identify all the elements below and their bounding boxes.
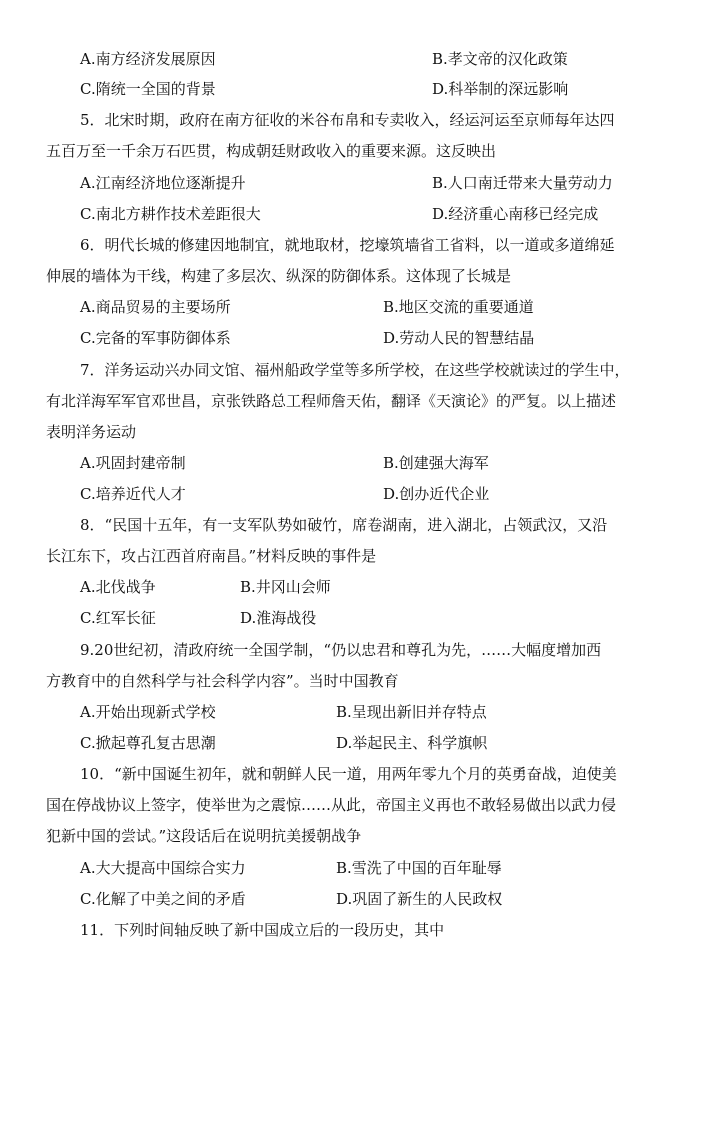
q8-stem-line-1: 8．“民国十五年，有一支军队势如破竹，席卷湖南，进入湖北，占领武汉，又沿 xyxy=(80,516,608,534)
q4-option-d: D.科举制的深远影响 xyxy=(432,80,569,98)
q5-option-b: B.人口南迁带来大量劳动力 xyxy=(432,174,613,192)
q4-option-a: A.南方经济发展原因 xyxy=(80,50,216,68)
q6-option-c: C.完备的军事防御体系 xyxy=(80,329,231,347)
q8-option-a: A.北伐战争 xyxy=(80,578,156,596)
q5-option-d: D.经济重心南移已经完成 xyxy=(432,205,599,223)
q6-stem-line-2: 伸展的墙体为干线，构建了多层次、纵深的防御体系。这体现了长城是 xyxy=(46,267,512,285)
q7-stem-line-1: 7．洋务运动兴办同文馆、福州船政学堂等多所学校，在这些学校就读过的学生中， xyxy=(80,361,630,379)
q8-stem-line-2: 长江东下，攻占江西首府南昌。”材料反映的事件是 xyxy=(46,547,377,565)
q5-option-c: C.南北方耕作技术差距很大 xyxy=(80,205,261,223)
q8-option-d: D.淮海战役 xyxy=(240,609,317,627)
q7-option-a: A.巩固封建帝制 xyxy=(80,454,186,472)
q7-option-d: D.创办近代企业 xyxy=(383,485,490,503)
q10-stem-line-3: 犯新中国的尝试。”这段话后在说明抗美援朝战争 xyxy=(46,827,362,845)
q10-option-d: D.巩固了新生的人民政权 xyxy=(336,890,503,908)
q6-option-b: B.地区交流的重要通道 xyxy=(383,298,534,316)
q9-option-b: B.呈现出新旧并存特点 xyxy=(336,703,487,721)
q7-stem-line-3: 表明洋务运动 xyxy=(46,423,137,441)
q6-option-a: A.商品贸易的主要场所 xyxy=(80,298,231,316)
q10-option-b: B.雪洗了中国的百年耻辱 xyxy=(336,859,502,877)
q9-option-c: C.掀起尊孔复古思潮 xyxy=(80,734,216,752)
q8-option-c: C.红军长征 xyxy=(80,609,156,627)
q7-option-b: B.创建强大海军 xyxy=(383,454,489,472)
q9-option-a: A.开始出现新式学校 xyxy=(80,703,216,721)
q9-option-d: D.举起民主、科学旗帜 xyxy=(336,734,488,752)
q4-option-b: B.孝文帝的汉化政策 xyxy=(432,50,568,68)
q6-option-d: D.劳动人民的智慧结晶 xyxy=(383,329,535,347)
q10-option-a: A.大大提高中国综合实力 xyxy=(80,859,246,877)
q10-stem-line-2: 国在停战协议上签字，使举世为之震惊……从此，帝国主义再也不敢轻易做出以武力侵 xyxy=(46,796,617,814)
q9-stem-line-2: 方教育中的自然科学与社会科学内容”。当时中国教育 xyxy=(46,672,399,690)
q6-stem-line-1: 6．明代长城的修建因地制宜，就地取材，挖壕筑墙省工省料，以一道或多道绵延 xyxy=(80,236,615,254)
q11-stem-line-1: 11．下列时间轴反映了新中国成立后的一段历史，其中 xyxy=(80,921,445,939)
q5-stem-line-1: 5．北宋时期，政府在南方征收的米谷布帛和专卖收入，经运河运至京师每年达四 xyxy=(80,111,615,129)
q8-option-b: B.井冈山会师 xyxy=(240,578,331,596)
q10-option-c: C.化解了中美之间的矛盾 xyxy=(80,890,246,908)
q7-stem-line-2: 有北洋海军军官邓世昌，京张铁路总工程师詹天佑，翻译《天演论》的严复。以上描述 xyxy=(46,392,617,410)
q4-option-c: C.隋统一全国的背景 xyxy=(80,80,216,98)
q5-stem-line-2: 五百万至一千余万石匹贯，构成朝廷财政收入的重要来源。这反映出 xyxy=(46,142,497,160)
q5-option-a: A.江南经济地位逐渐提升 xyxy=(80,174,246,192)
q10-stem-line-1: 10．“新中国诞生初年，就和朝鲜人民一道，用两年零九个月的英勇奋战，迫使美 xyxy=(80,765,617,783)
q7-option-c: C.培养近代人才 xyxy=(80,485,186,503)
q9-stem-line-1: 9.20世纪初，清政府统一全国学制，“仍以忠君和尊孔为先，……大幅度增加西 xyxy=(80,641,602,659)
